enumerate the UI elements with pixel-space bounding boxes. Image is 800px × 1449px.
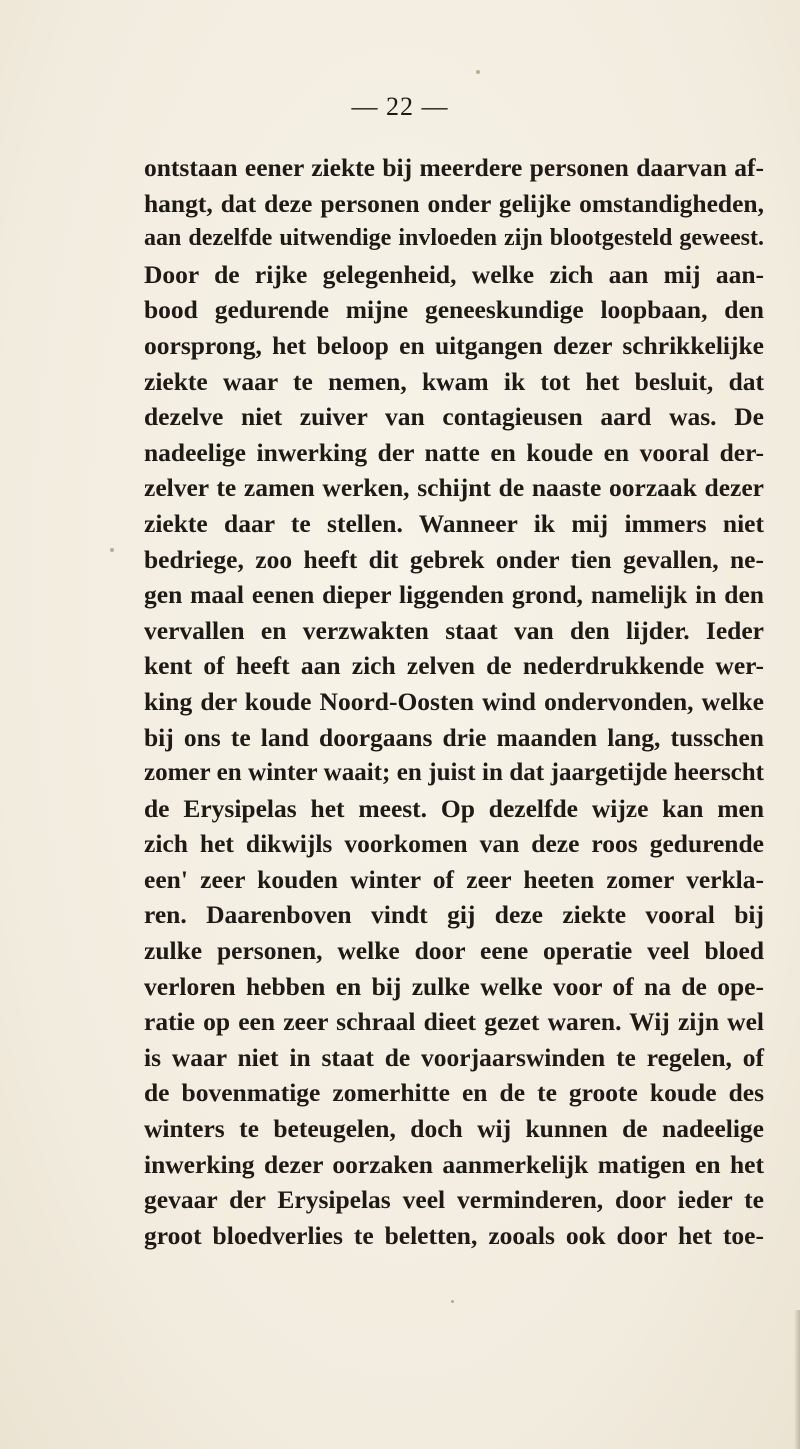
text-line: dezelve niet zuiver van contagieusen aard was. De (144, 402, 764, 432)
text-line: is waar niet in staat de voorjaarswinden te regelen, of (144, 1042, 764, 1072)
text-line: nadeelige inwerking der natte en koude en vooral der- (144, 437, 764, 467)
page-number: — 22 — (351, 92, 449, 121)
text-line: bood gedurende mijne geneeskundige loopbaan, den (144, 295, 764, 325)
paper-speck (451, 1300, 454, 1303)
text-line: Door de rijke gelegenheid, welke zich aan mij aan- (144, 259, 764, 289)
text-line: ziekte daar te stellen. Wanneer ik mij immers niet (144, 508, 764, 538)
text-line: verloren hebben en bij zulke welke voor of na de ope- (144, 971, 764, 1001)
paper-speck (476, 70, 480, 74)
text-line: aan dezelfde uitwendige invloeden zijn blootgesteld geweest. (144, 225, 764, 252)
text-line: vervallen en verzwakten staat van den lijder. Ieder (144, 615, 764, 645)
text-line: zomer en winter waait; en juist in dat jaargetijde heerscht (144, 759, 764, 787)
text-line: winters te beteugelen, doch wij kunnen de nadeelige (144, 1114, 764, 1144)
text-line: ratie op een zeer schraal dieet gezet waren. Wij zijn wel (144, 1007, 764, 1037)
text-line: zich het dikwijls voorkomen van deze roos gedurende (144, 829, 764, 859)
text-line: gevaar der Erysipelas veel verminderen, door ieder te (144, 1185, 764, 1215)
page-edge-shadow (794, 1310, 800, 1449)
text-line: een' zeer kouden winter of zeer heeten zomer verkla- (144, 864, 764, 894)
paper-speck (110, 548, 114, 552)
text-line: oorsprong, het beloop en uitgangen dezer schrikkelijke (144, 330, 764, 360)
text-line: ontstaan eener ziekte bij meerdere personen daarvan af- (144, 153, 764, 182)
text-line: zelver te zamen werken, schijnt de naaste oorzaak dezer (144, 473, 764, 503)
text-line: king der koude Noord-Oosten wind ondervonden, welke (144, 686, 764, 716)
text-line: zulke personen, welke door eene operatie veel bloed (144, 936, 764, 966)
text-line: ziekte waar te nemen, kwam ik tot het besluit, dat (144, 366, 764, 396)
text-line: bij ons te land doorgaans drie maanden lang, tusschen (144, 722, 764, 752)
text-line: de Erysipelas het meest. Op dezelfde wijze kan men (144, 793, 764, 823)
text-line: groot bloedverlies te beletten, zooals ook door het toe- (144, 1220, 764, 1250)
text-line: gen maal eenen dieper liggenden grond, namelijk in den (144, 580, 764, 610)
text-line: kent of heeft aan zich zelven de nederdrukkende wer- (144, 651, 764, 681)
text-line: bedriege, zoo heeft dit gebrek onder tien gevallen, ne- (144, 544, 764, 574)
text-line: de bovenmatige zomerhitte en de te groote koude des (144, 1078, 764, 1108)
text-line: hangt, dat deze personen onder gelijke omstandigheden, (144, 188, 764, 218)
text-line: inwerking dezer oorzaken aanmerkelijk matigen en het (144, 1149, 764, 1179)
text-line: ren. Daarenboven vindt gij deze ziekte vooral bij (144, 900, 764, 930)
body-text (144, 150, 764, 1253)
